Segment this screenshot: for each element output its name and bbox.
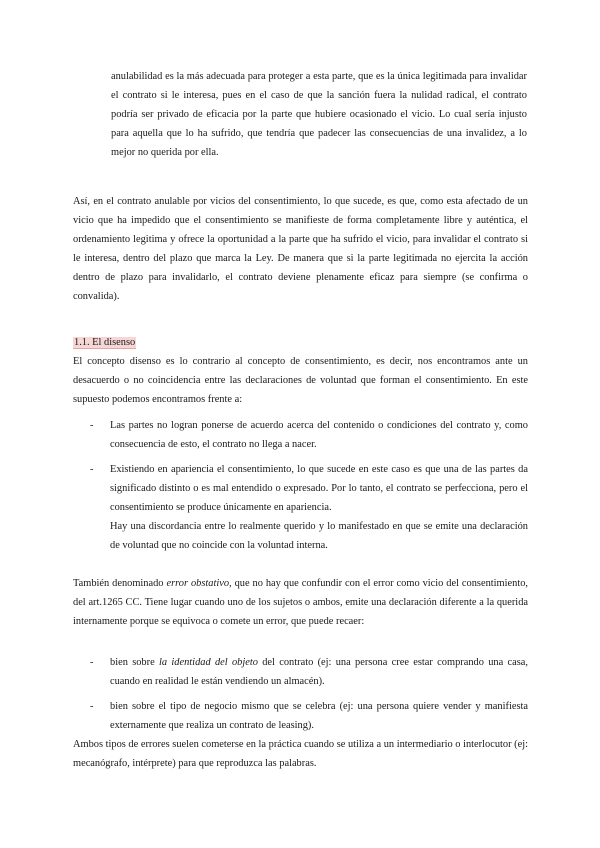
indented-quote: anulabilidad es la más adecuada para proteger a esta parte, que es la única legitimada para invalidar el contrato si le interesa, pues en el caso de que la sanción fuera la nulidad radical, el contrato podría ser privado de eficacia por la parte que hubiere ocasionado el vicio. Lo cual sería injusto para aquella que lo ha sufrido, que tendría que padecer las consecuencias de una invalidez, a lo mejor no querida por ella. bbox=[111, 71, 527, 158]
text-run: bien sobre bbox=[110, 657, 160, 668]
list-item bbox=[73, 653, 528, 691]
text-run: , que no hay que confundir con el error como vicio del consentimiento, del art.1265 CC. Tiene lugar cuando uno de los sujetos o ambos, emite una declaración diferente a la querida internamente porque se equivoca o comete un error, que puede recaer: bbox=[73, 578, 529, 627]
list-item-text: Existiendo en apariencia el consentimiento, lo que sucede en este caso es que una de las partes da significado distinto o es mal entendido o expresado. Por lo tanto, el contrato se perfecciona, pero el consentimiento se produce únicamente en apariencia. bbox=[110, 464, 528, 513]
text-run: También denominado bbox=[73, 578, 167, 589]
paragraph-contrato-anulable: Así, en el contrato anulable por vicios del consentimiento, lo que sucede, es que, como esta afectado de un vicio que ha impedido que el consentimiento se manifieste de forma completamente libre y auténtica, el ordenamiento legitima y ofrece la oportunidad a la parte que ha sufrido el vicio, para invalidar el contrato si le interesa, dentro del plazo que marca la Ley. De manera que si la parte legitimada no ejercita la acción dentro de plazo para invalidarlo, el contrato deviene plenamente eficaz para siempre (se confirma o convalida). bbox=[73, 196, 528, 302]
list-dash: - bbox=[90, 420, 94, 431]
list-item-text bbox=[110, 653, 528, 691]
list-dash: - bbox=[90, 701, 94, 712]
list-item bbox=[73, 697, 528, 735]
text-run: del contrato (ej: una persona cree estar comprando una casa, cuando en realidad le están vendiendo un almacén). bbox=[110, 657, 529, 687]
list-dash: - bbox=[90, 464, 94, 475]
list-dash: - bbox=[90, 657, 94, 668]
disenso-list bbox=[73, 416, 528, 561]
paragraph-error-obstativo bbox=[73, 574, 528, 631]
emphasis-text: error obstativo bbox=[166, 578, 230, 589]
paragraph-intermediario: Ambos tipos de errores suelen cometerse en la práctica cuando se utiliza a un intermediario o interlocutor (ej: mecanógrafo, intérprete) para que reproduzca las palabras. bbox=[73, 739, 528, 769]
section-heading-text: 1.1. El disenso bbox=[74, 337, 136, 348]
list-item bbox=[73, 416, 528, 454]
list-item-text: bien sobre el tipo de negocio mismo que se celebra (ej: una persona quiere vender y manifiesta externamente que realiza un contrato de leasing). bbox=[110, 701, 528, 731]
list-item bbox=[73, 460, 528, 555]
emphasis-text: la identidad del objeto bbox=[159, 657, 258, 668]
list-item-text: Las partes no logran ponerse de acuerdo acerca del contenido o condiciones del contrato y, como consecuencia de esto, el contrato no llega a nacer. bbox=[110, 420, 528, 450]
list-item-extra-text: Hay una discordancia entre lo realmente querido y lo manifestado en que se emite una declaración de voluntad que no coincide con la voluntad interna. bbox=[110, 521, 528, 551]
paragraph-disenso: El concepto disenso es lo contrario al concepto de consentimiento, es decir, nos encontramos ante un desacuerdo o no coincidencia entre las declaraciones de voluntad que forman el consentimiento. En este supuesto podemos encontramos frente a: bbox=[73, 356, 528, 405]
section-heading bbox=[73, 333, 136, 352]
error-list bbox=[73, 653, 528, 741]
